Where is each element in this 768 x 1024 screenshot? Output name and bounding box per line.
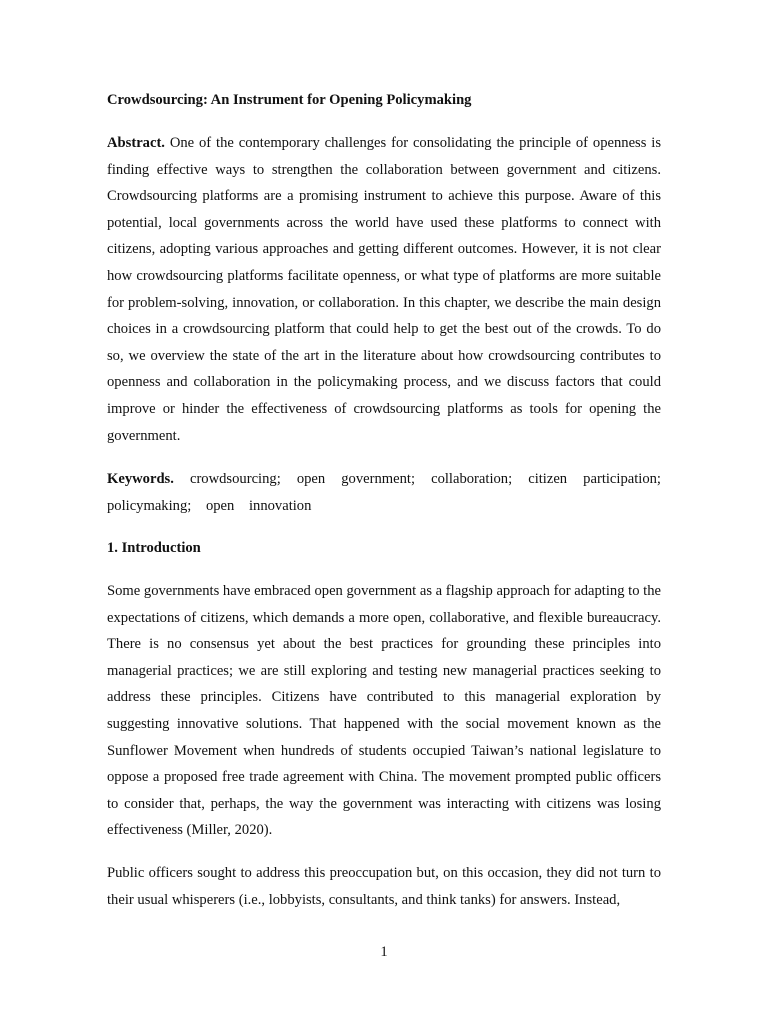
abstract-label: Abstract. <box>107 135 165 151</box>
keywords-label: Keywords. <box>107 471 174 487</box>
keywords-paragraph <box>107 466 661 519</box>
abstract-paragraph <box>107 130 661 449</box>
introduction-paragraph-2: Public officers sought to address this preoccupation but, on this occasion, they did not turn to their usual whisperers (i.e., lobbyists, consultants, and think tanks) for answers. Instead, <box>107 865 661 908</box>
abstract-text: One of the contemporary challenges for consolidating the principle of openness is finding effective ways to strengthen the collaboration between government and citizens. Crowdsourcing platforms are a promising instrument to achieve this purpose. Aware of this potential, local governments across the world have used these platforms to connect with citizens, adopting various approaches and getting different outcomes. However, it is not clear how crowdsourcing platforms facilitate openness, or what type of platforms are more suitable for problem-solving, innovation, or collaboration. In this chapter, we describe the main design choices in a crowdsourcing platform that could help to get the best out of the crowds. To do so, we overview the state of the art in the literature about how crowdsourcing contributes to openness and collaboration in the policymaking process, and we discuss factors that could improve or hinder the effectiveness of crowdsourcing platforms as tools for opening the government. <box>107 135 661 444</box>
keywords-text: crowdsourcing; open government; collaboration; citizen participation; policymaking; open innovation <box>107 471 661 514</box>
introduction-paragraph-1: Some governments have embraced open government as a flagship approach for adapting to the expectations of citizens, which demands a more open, collaborative, and flexible bureaucracy. There is no consensus yet about the best practices for grounding these principles into managerial practices; we are still exploring and testing new managerial practices seeking to address these principles. Citizens have contributed to this managerial exploration by suggesting innovative solutions. That happened with the social movement known as the Sunflower Movement when hundreds of students occupied Taiwan’s national legislature to oppose a proposed free trade agreement with China. The movement prompted public officers to consider that, perhaps, the way the government was interacting with citizens was losing effectiveness (Miller, 2020). <box>107 583 661 839</box>
section-heading-introduction: 1. Introduction <box>107 540 201 556</box>
page-number: 1 <box>380 944 388 960</box>
paper-title: Crowdsourcing: An Instrument for Opening Policymaking <box>107 92 472 108</box>
